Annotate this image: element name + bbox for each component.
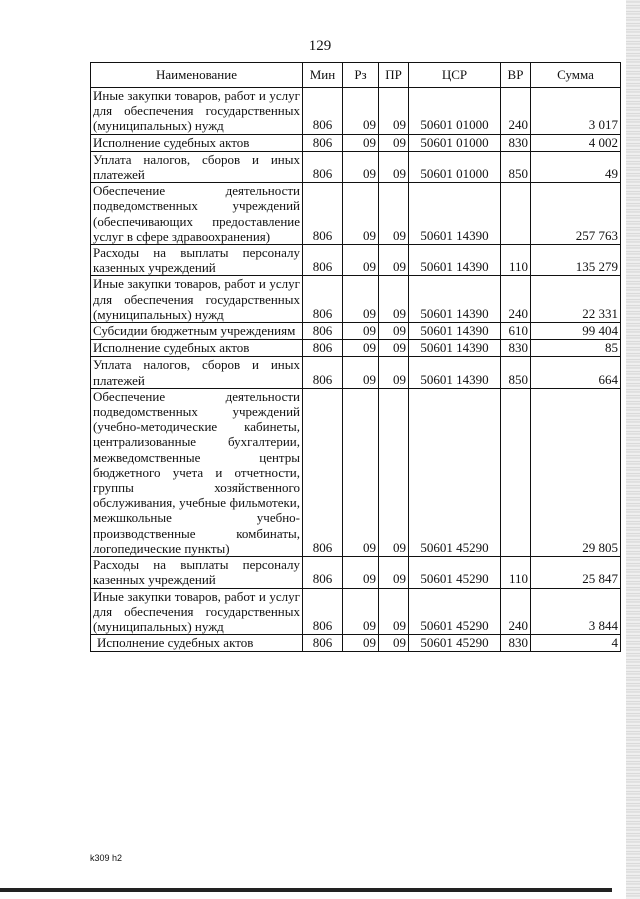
table-row	[91, 388, 621, 556]
table-row	[91, 276, 621, 323]
table-row	[91, 134, 621, 151]
footer-code: k309 h2	[90, 853, 123, 863]
cell-rz: 09	[343, 151, 379, 182]
cell-vr: 850	[501, 357, 531, 388]
header-sum: Сумма	[531, 63, 621, 88]
cell-rz: 09	[343, 357, 379, 388]
cell-vr: 240	[501, 88, 531, 135]
cell-sum: 99 404	[531, 323, 621, 340]
cell-min: 806	[303, 588, 343, 635]
cell-csr: 50601 01000	[409, 134, 501, 151]
cell-min: 806	[303, 323, 343, 340]
cell-vr: 240	[501, 276, 531, 323]
cell-min: 806	[303, 183, 343, 245]
cell-pr: 09	[379, 635, 409, 652]
table-row	[91, 635, 621, 652]
scan-edge	[626, 0, 640, 899]
cell-vr: 610	[501, 323, 531, 340]
cell-name: Уплата налогов, сборов и иных платежей	[91, 357, 303, 388]
table-row	[91, 151, 621, 182]
table-row	[91, 588, 621, 635]
cell-csr: 50601 14390	[409, 357, 501, 388]
cell-sum: 4 002	[531, 134, 621, 151]
cell-min: 806	[303, 357, 343, 388]
table-row	[91, 245, 621, 276]
cell-vr: 850	[501, 151, 531, 182]
cell-name: Иные закупки товаров, работ и услуг для обеспечения государственных (муниципальных) нужд	[91, 88, 303, 135]
header-min: Мин	[303, 63, 343, 88]
cell-vr: 830	[501, 340, 531, 357]
cell-sum: 22 331	[531, 276, 621, 323]
cell-vr	[501, 388, 531, 556]
cell-csr: 50601 45290	[409, 388, 501, 556]
cell-rz: 09	[343, 323, 379, 340]
cell-sum: 3 017	[531, 88, 621, 135]
cell-csr: 50601 45290	[409, 588, 501, 635]
cell-vr: 830	[501, 635, 531, 652]
cell-name: Обеспечение деятельности подведомственных учреждений (обеспечивающих предоставление услуг в сфере здравоохранения)	[91, 183, 303, 245]
cell-name: Исполнение судебных актов	[91, 134, 303, 151]
header-pr: ПР	[379, 63, 409, 88]
cell-sum: 49	[531, 151, 621, 182]
cell-sum: 25 847	[531, 557, 621, 588]
cell-name: Исполнение судебных актов	[91, 340, 303, 357]
cell-name: Уплата налогов, сборов и иных платежей	[91, 151, 303, 182]
cell-rz: 09	[343, 557, 379, 588]
cell-csr: 50601 01000	[409, 151, 501, 182]
cell-pr: 09	[379, 588, 409, 635]
cell-pr: 09	[379, 183, 409, 245]
cell-pr: 09	[379, 151, 409, 182]
cell-min: 806	[303, 88, 343, 135]
cell-pr: 09	[379, 388, 409, 556]
cell-name: Расходы на выплаты персоналу казенных учреждений	[91, 245, 303, 276]
cell-sum: 29 805	[531, 388, 621, 556]
cell-name: Иные закупки товаров, работ и услуг для обеспечения государственных (муниципальных) нужд	[91, 588, 303, 635]
cell-pr: 09	[379, 276, 409, 323]
scan-bottom-bar	[0, 888, 612, 892]
cell-rz: 09	[343, 88, 379, 135]
cell-sum: 664	[531, 357, 621, 388]
cell-sum: 3 844	[531, 588, 621, 635]
cell-rz: 09	[343, 245, 379, 276]
cell-csr: 50601 45290	[409, 635, 501, 652]
cell-csr: 50601 45290	[409, 557, 501, 588]
cell-min: 806	[303, 245, 343, 276]
cell-pr: 09	[379, 557, 409, 588]
cell-name: Расходы на выплаты персоналу казенных учреждений	[91, 557, 303, 588]
cell-csr: 50601 14390	[409, 183, 501, 245]
budget-table	[90, 62, 621, 652]
cell-vr: 110	[501, 557, 531, 588]
cell-sum: 4	[531, 635, 621, 652]
cell-sum: 135 279	[531, 245, 621, 276]
table-row	[91, 557, 621, 588]
cell-csr: 50601 14390	[409, 323, 501, 340]
table-row	[91, 88, 621, 135]
cell-rz: 09	[343, 134, 379, 151]
cell-min: 806	[303, 340, 343, 357]
cell-vr: 110	[501, 245, 531, 276]
cell-rz: 09	[343, 588, 379, 635]
cell-pr: 09	[379, 323, 409, 340]
cell-name: Исполнение судебных актов	[91, 635, 303, 652]
cell-min: 806	[303, 276, 343, 323]
header-rz: Рз	[343, 63, 379, 88]
cell-pr: 09	[379, 245, 409, 276]
cell-vr: 240	[501, 588, 531, 635]
cell-min: 806	[303, 557, 343, 588]
table-row	[91, 340, 621, 357]
cell-rz: 09	[343, 276, 379, 323]
cell-csr: 50601 01000	[409, 88, 501, 135]
cell-name: Субсидии бюджетным учреждениям	[91, 323, 303, 340]
cell-min: 806	[303, 151, 343, 182]
cell-vr: 830	[501, 134, 531, 151]
cell-pr: 09	[379, 134, 409, 151]
cell-pr: 09	[379, 88, 409, 135]
header-csr: ЦСР	[409, 63, 501, 88]
cell-rz: 09	[343, 183, 379, 245]
cell-csr: 50601 14390	[409, 276, 501, 323]
cell-name: Иные закупки товаров, работ и услуг для обеспечения государственных (муниципальных) нужд	[91, 276, 303, 323]
cell-min: 806	[303, 134, 343, 151]
cell-vr	[501, 183, 531, 245]
cell-csr: 50601 14390	[409, 340, 501, 357]
header-name: Наименование	[91, 63, 303, 88]
cell-sum: 257 763	[531, 183, 621, 245]
cell-pr: 09	[379, 340, 409, 357]
cell-min: 806	[303, 388, 343, 556]
table-header-row	[91, 63, 621, 88]
table-row	[91, 323, 621, 340]
cell-min: 806	[303, 635, 343, 652]
table-row	[91, 357, 621, 388]
cell-rz: 09	[343, 635, 379, 652]
header-vr: ВР	[501, 63, 531, 88]
table-row	[91, 183, 621, 245]
cell-rz: 09	[343, 388, 379, 556]
cell-pr: 09	[379, 357, 409, 388]
cell-sum: 85	[531, 340, 621, 357]
page-number: 129	[308, 38, 332, 54]
cell-name: Обеспечение деятельности подведомственных учреждений (учебно-методические кабинеты, централизованные бухгалтерии, межведомственные центры бюджетного учета и отчетности, группы хозяйственного обслуживания, учебные фильмотеки, межшкольные учебно-производственные комбинаты, логопедические пункты)	[91, 388, 303, 556]
cell-rz: 09	[343, 340, 379, 357]
cell-csr: 50601 14390	[409, 245, 501, 276]
